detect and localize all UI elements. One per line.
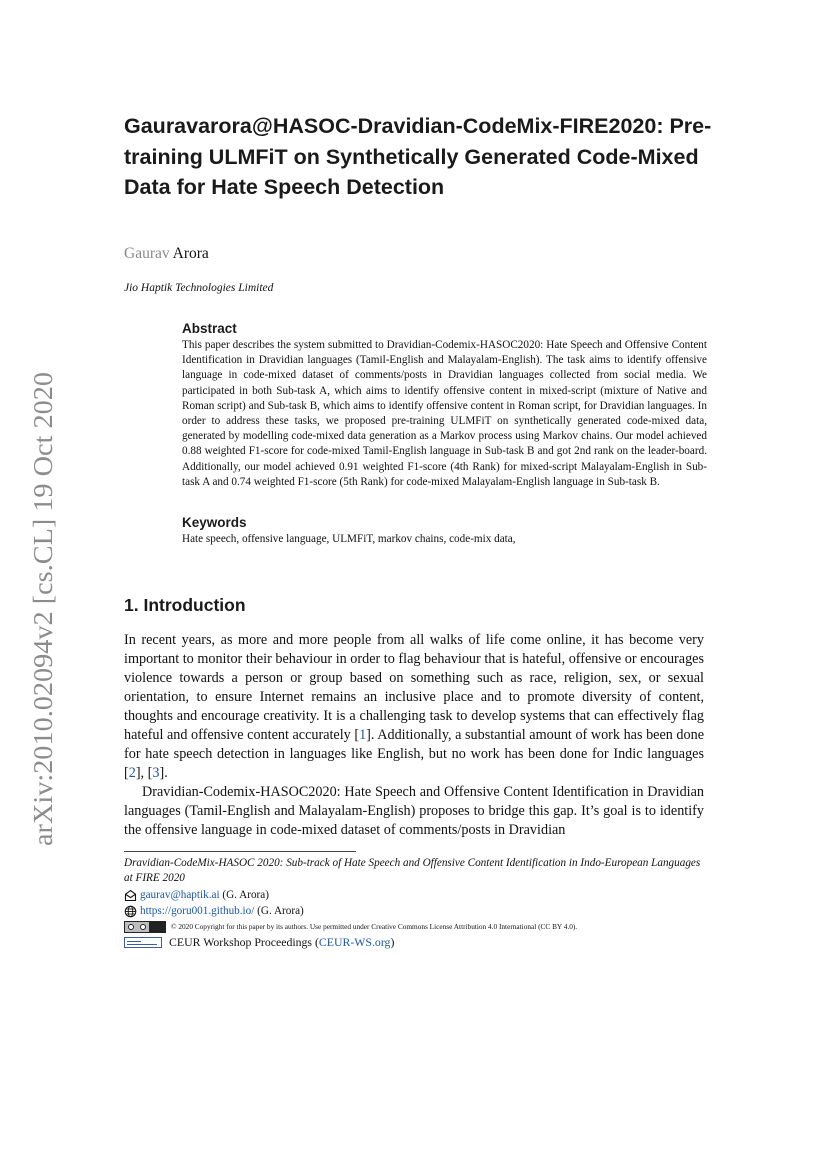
footnote-website-line <box>124 904 704 920</box>
website-owner: (G. Arora) <box>254 904 304 917</box>
cc-badge-right <box>149 922 165 932</box>
citation-2-link[interactable]: 2 <box>128 765 136 781</box>
website-link[interactable]: https://goru001.github.io/ <box>140 904 255 917</box>
introduction-body <box>124 631 704 840</box>
author-last-name: Arora <box>172 245 209 262</box>
citation-1-link[interactable]: 1 <box>359 727 367 743</box>
ceur-logo-icon <box>124 937 162 948</box>
arxiv-stamp <box>14 370 60 850</box>
author-first-name: Gaurav <box>124 245 170 262</box>
introduction-paragraph-1 <box>124 631 704 783</box>
by-mark <box>140 924 146 930</box>
p1-text-c: ], [ <box>135 765 153 781</box>
ceur-link[interactable]: CEUR-WS.org <box>318 935 391 949</box>
arxiv-identifier: arXiv:2010.02094v2 [cs.CL] 19 Oct 2020 <box>28 393 58 846</box>
footnote-divider <box>124 851 356 852</box>
cc-by-license-icon <box>124 921 166 933</box>
copyright-notice: © 2020 Copyright for this paper by its authors. Use permitted under Creative Commons License Attribution 4.0 International (CC BY 4.0). <box>171 922 578 932</box>
ceur-prefix: CEUR Workshop Proceedings ( <box>169 935 319 949</box>
ceur-proceedings <box>169 935 394 950</box>
footnote-license-line <box>124 919 704 935</box>
footnote-email-line <box>124 888 704 904</box>
p1-text-a: In recent years, as more and more people from all walks of life come online, it has become very important to monitor their behaviour in order to flag behaviour that is hateful, offensive or encourages violence towards a person or group based on something such as race, religion, sex, or sexual orientation, to ensure Internet remains an inclusive place and to promote diversity of content, thoughts and encourage creativity. It is a challenging task to develop systems that can effectively flag hateful and offensive content accurately [ <box>124 632 704 743</box>
cc-mark <box>128 924 134 930</box>
introduction-paragraph-2: Dravidian-Codemix-HASOC2020: Hate Speech and Offensive Content Identification in Dravidian languages (Tamil-English and Malayalam-English) proposes to bridge this gap. It’s goal is to identify the offensive language in code-mixed dataset of comments/posts in Dravidian <box>124 784 704 838</box>
abstract-text: This paper describes the system submitted to Dravidian-Codemix-HASOC2020: Hate Speech and Offensive Content Identification in Dravidian languages (Tamil-English and Malayalam-English). The task aims to identify offensive language in code-mixed dataset of comments/posts in Dravidian languages collected from social media. We participated in both Sub-task A, which aims to identify offensive content in mixed-script (mixture of Native and Roman script) and Sub-task B, which aims to identify offensive content in Roman script, for Dravidian languages. In order to address these tasks, we proposed pre-training ULMFiT on synthetically generated code-mixed data, generated by modelling code-mixed data generation as a Markov process using Markov chains. Our model achieved 0.88 weighted F1-score for code-mixed Tamil-English language in Sub-task B and got 2nd rank on the leader-board. Additionally, our model achieved 0.91 weighted F1-score (4th Rank) for mixed-script Malayalam-English in Sub-task A and 0.74 weighted F1-score (5th Rank) for code-mixed Malayalam-English language in Sub-task B. <box>182 339 707 488</box>
affiliation: Jio Haptik Technologies Limited <box>124 282 274 294</box>
arxiv-stamp-graphic <box>14 370 60 850</box>
p1-text-b: ]. Additionally, a substantial amount of work has been done for hate speech detection in languages like English, but no work has been done for Indic languages [ <box>124 727 705 781</box>
abstract-heading: Abstract <box>182 321 237 336</box>
footnote-section <box>124 856 704 951</box>
envelope-icon <box>124 889 137 902</box>
keywords-heading: Keywords <box>182 515 247 530</box>
email-link[interactable]: gaurav@haptik.ai <box>140 889 220 901</box>
email-owner: (G. Arora) <box>219 889 269 901</box>
paper-title: Gauravarora@HASOC-Dravidian-CodeMix-FIRE2020: Pre-training ULMFiT on Synthetically Generated Code-Mixed Data for Hate Speech Detection <box>124 114 712 199</box>
author <box>124 245 209 263</box>
introduction-heading: 1. Introduction <box>124 595 246 615</box>
p1-text-d: ]. <box>159 765 168 781</box>
footnote-ceur-line <box>124 935 704 951</box>
abstract-section <box>182 321 707 490</box>
cc-badge-left <box>125 922 149 932</box>
keywords-text: Hate speech, offensive language, ULMFiT, markov chains, code-mix data, <box>182 533 516 545</box>
keywords-section <box>182 515 707 547</box>
ceur-suffix: ) <box>390 935 395 949</box>
globe-icon <box>124 905 137 918</box>
citation-3-link[interactable]: 3 <box>152 765 160 781</box>
footnote-venue: Dravidian-CodeMix-HASOC 2020: Sub-track of Hate Speech and Offensive Content Identification in Indo-European Languages at FIRE 2020 <box>124 857 701 884</box>
